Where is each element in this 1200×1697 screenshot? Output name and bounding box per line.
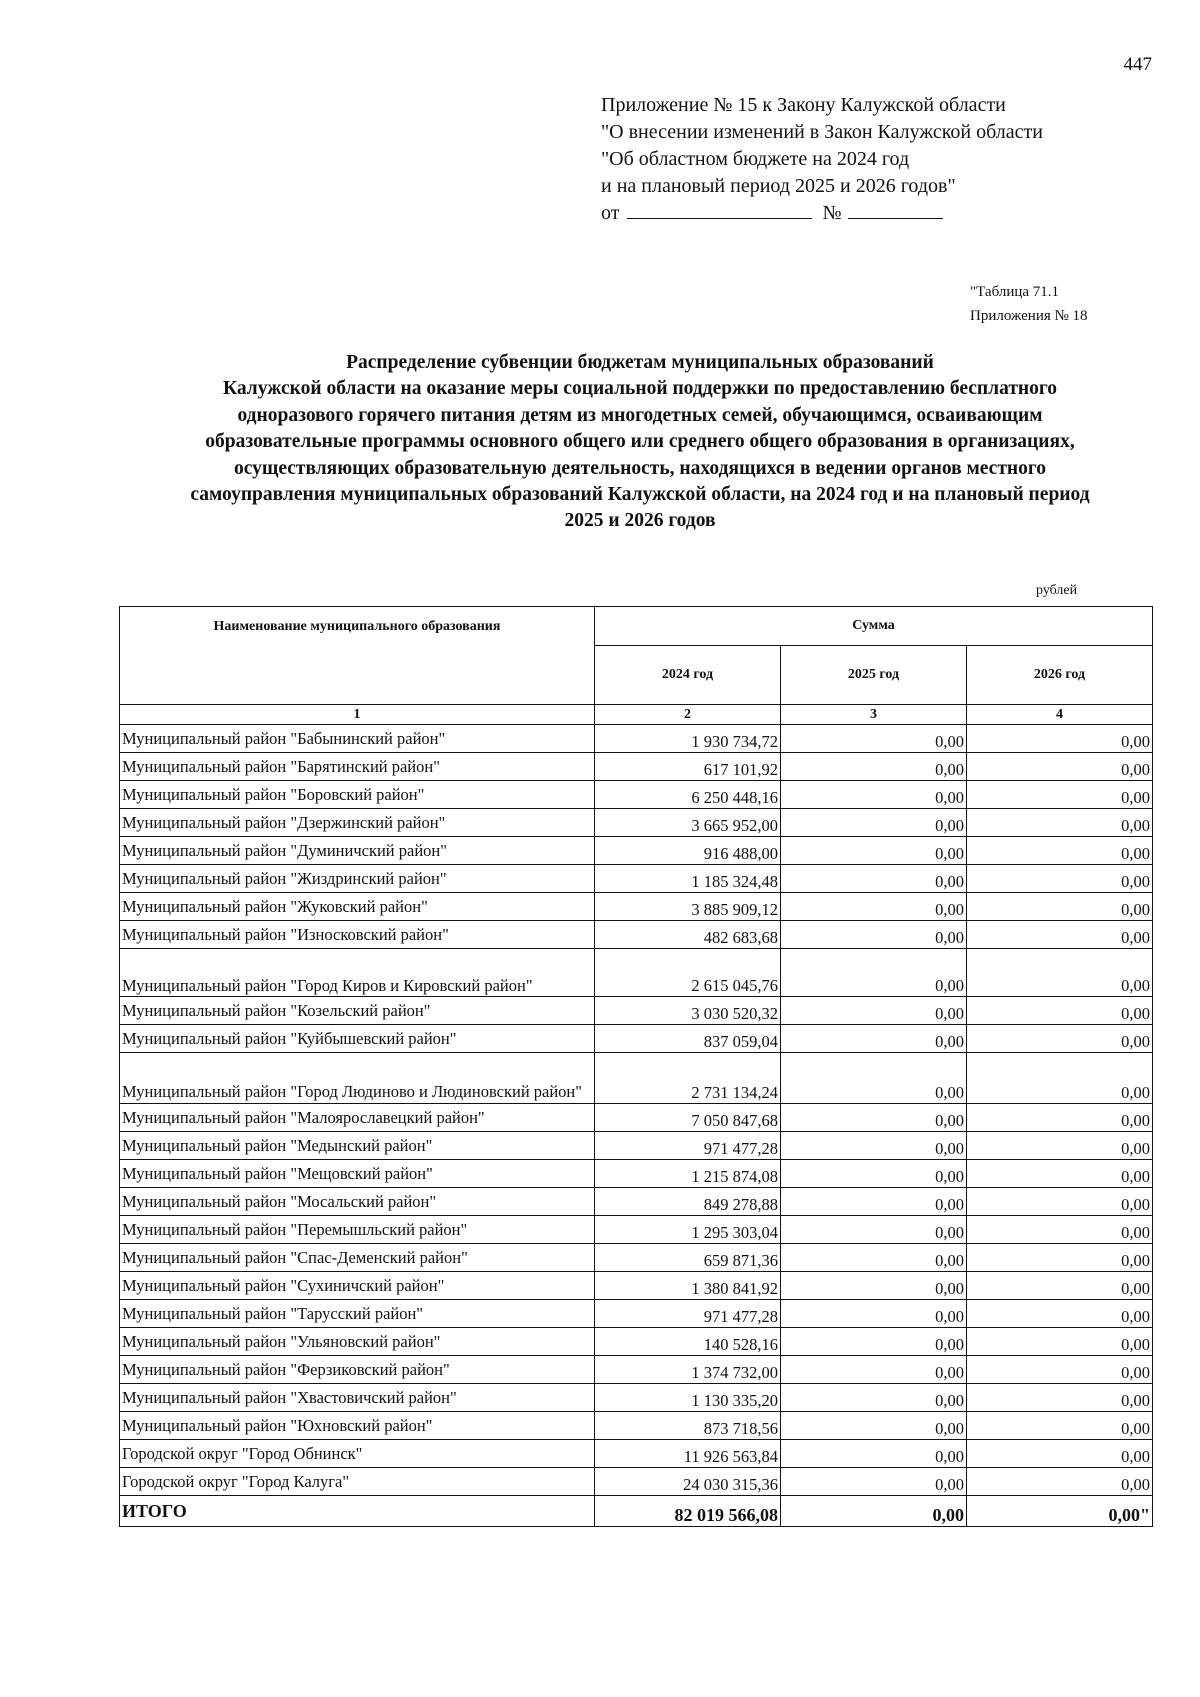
table-row <box>120 1328 1153 1356</box>
row-2024: 140 528,16 <box>595 1328 781 1356</box>
title-line-4: образовательные программы основного общего или среднего общего образования в организациях, <box>205 431 1075 453</box>
table-row <box>120 781 1153 809</box>
row-2026: 0,00 <box>967 781 1153 809</box>
row-name: Муниципальный район "Город Людиново и Людиновский район" <box>120 1053 595 1104</box>
row-2026: 0,00 <box>967 809 1153 837</box>
document-title <box>120 350 1160 535</box>
row-2024: 24 030 315,36 <box>595 1468 781 1496</box>
table-row <box>120 1440 1153 1468</box>
row-2026: 0,00 <box>967 1412 1153 1440</box>
row-name: Муниципальный район "Дзержинский район" <box>120 809 595 837</box>
row-2024: 659 871,36 <box>595 1244 781 1272</box>
row-name: Муниципальный район "Износковский район" <box>120 921 595 949</box>
row-2025: 0,00 <box>781 1132 967 1160</box>
row-2024: 617 101,92 <box>595 753 781 781</box>
header-2024: 2024 год <box>595 646 781 705</box>
row-name: Муниципальный район "Сухиничский район" <box>120 1272 595 1300</box>
row-name: Муниципальный район "Жуковский район" <box>120 893 595 921</box>
table-row <box>120 725 1153 753</box>
title-line-5: осуществляющих образовательную деятельность, находящихся в ведении органов местного <box>233 457 1047 479</box>
row-2025: 0,00 <box>781 921 967 949</box>
appendix-date-number-line <box>601 200 1043 227</box>
row-2024: 1 380 841,92 <box>595 1272 781 1300</box>
row-2026: 0,00 <box>967 1025 1153 1053</box>
row-2025: 0,00 <box>781 1053 967 1104</box>
row-name: Муниципальный район "Бабынинский район" <box>120 725 595 753</box>
row-name: Муниципальный район "Город Киров и Кировский район" <box>120 949 595 997</box>
row-2026: 0,00 <box>967 1188 1153 1216</box>
row-name: Муниципальный район "Малоярославецкий район" <box>120 1104 595 1132</box>
row-name: Муниципальный район "Ульяновский район" <box>120 1328 595 1356</box>
row-2025: 0,00 <box>781 1384 967 1412</box>
row-name: Муниципальный район "Ферзиковский район" <box>120 1356 595 1384</box>
appendix-line-4: и на плановый период 2025 и 2026 годов" <box>601 175 956 197</box>
header-2026: 2026 год <box>967 646 1153 705</box>
total-row <box>120 1496 1153 1527</box>
header-name: Наименование муниципального образования <box>120 607 595 705</box>
number-blank <box>848 200 943 219</box>
header-2025: 2025 год <box>781 646 967 705</box>
row-2025: 0,00 <box>781 1412 967 1440</box>
table-row <box>120 1132 1153 1160</box>
row-2025: 0,00 <box>781 1104 967 1132</box>
row-2026: 0,00 <box>967 1053 1153 1104</box>
row-2026: 0,00 <box>967 753 1153 781</box>
row-2025: 0,00 <box>781 837 967 865</box>
table-row <box>120 1468 1153 1496</box>
table-ref-line-1: "Таблица 71.1 <box>970 284 1060 300</box>
row-2024: 1 185 324,48 <box>595 865 781 893</box>
row-name: Муниципальный район "Медынский район" <box>120 1132 595 1160</box>
row-name: Муниципальный район "Боровский район" <box>120 781 595 809</box>
row-2026: 0,00 <box>967 1440 1153 1468</box>
row-2024: 6 250 448,16 <box>595 781 781 809</box>
page-number: 447 <box>1123 54 1152 75</box>
row-2025: 0,00 <box>781 1188 967 1216</box>
appendix-line-3: "Об областном бюджете на 2024 год <box>601 148 910 170</box>
row-2026: 0,00 <box>967 1300 1153 1328</box>
row-2024: 1 930 734,72 <box>595 725 781 753</box>
row-2024: 7 050 847,68 <box>595 1104 781 1132</box>
from-label: от <box>601 202 620 224</box>
row-name: Городской округ "Город Калуга" <box>120 1468 595 1496</box>
header-sum: Сумма <box>595 607 1153 646</box>
row-2024: 11 926 563,84 <box>595 1440 781 1468</box>
row-2025: 0,00 <box>781 725 967 753</box>
title-line-3: одноразового горячего питания детям из многодетных семей, обучающимся, осваивающим <box>237 404 1043 426</box>
row-2024: 1 295 303,04 <box>595 1216 781 1244</box>
row-2026: 0,00 <box>967 1384 1153 1412</box>
row-2024: 3 665 952,00 <box>595 809 781 837</box>
row-name: Муниципальный район "Куйбышевский район" <box>120 1025 595 1053</box>
row-name: Муниципальный район "Думиничский район" <box>120 837 595 865</box>
appendix-reference <box>601 92 1043 227</box>
row-2025: 0,00 <box>781 949 967 997</box>
row-name: Муниципальный район "Мещовский район" <box>120 1160 595 1188</box>
row-2026: 0,00 <box>967 1132 1153 1160</box>
row-2026: 0,00 <box>967 1272 1153 1300</box>
table-row <box>120 1244 1153 1272</box>
table-row <box>120 1300 1153 1328</box>
table-row <box>120 1216 1153 1244</box>
table-row <box>120 1104 1153 1132</box>
row-2025: 0,00 <box>781 1328 967 1356</box>
column-number-2: 2 <box>595 705 781 725</box>
total-2026: 0,00" <box>967 1496 1153 1527</box>
table-row <box>120 1053 1153 1104</box>
row-2024: 2 615 045,76 <box>595 949 781 997</box>
column-number-4: 4 <box>967 705 1153 725</box>
row-2025: 0,00 <box>781 893 967 921</box>
row-2026: 0,00 <box>967 997 1153 1025</box>
row-2024: 837 059,04 <box>595 1025 781 1053</box>
appendix-line-1: Приложение № 15 к Закону Калужской области <box>601 94 1006 116</box>
row-2026: 0,00 <box>967 1160 1153 1188</box>
row-2025: 0,00 <box>781 1468 967 1496</box>
row-2025: 0,00 <box>781 865 967 893</box>
subvention-table <box>119 606 1153 1527</box>
table-row <box>120 865 1153 893</box>
table-row <box>120 809 1153 837</box>
table-row <box>120 1160 1153 1188</box>
row-2024: 3 030 520,32 <box>595 997 781 1025</box>
row-2025: 0,00 <box>781 781 967 809</box>
table-row <box>120 949 1153 997</box>
table-row <box>120 753 1153 781</box>
row-name: Муниципальный район "Козельский район" <box>120 997 595 1025</box>
row-name: Муниципальный район "Барятинский район" <box>120 753 595 781</box>
table-row <box>120 1025 1153 1053</box>
table-ref-line-2: Приложения № 18 <box>970 308 1088 324</box>
title-line-7: 2025 и 2026 годов <box>564 510 716 532</box>
row-name: Городской округ "Город Обнинск" <box>120 1440 595 1468</box>
title-line-2: Калужской области на оказание меры социальной поддержки по предоставлению бесплатного <box>222 378 1058 400</box>
total-2025: 0,00 <box>781 1496 967 1527</box>
column-number-3: 3 <box>781 705 967 725</box>
row-name: Муниципальный район "Перемышльский район" <box>120 1216 595 1244</box>
row-2026: 0,00 <box>967 1244 1153 1272</box>
table-row <box>120 837 1153 865</box>
row-2024: 849 278,88 <box>595 1188 781 1216</box>
row-2024: 482 683,68 <box>595 921 781 949</box>
title-line-6: самоуправления муниципальных образований Калужской области, на 2024 год и на плановый период <box>190 484 1090 506</box>
row-2026: 0,00 <box>967 837 1153 865</box>
row-2025: 0,00 <box>781 1440 967 1468</box>
total-2024: 82 019 566,08 <box>595 1496 781 1527</box>
appendix-line-2: "О внесении изменений в Закон Калужской области <box>601 121 1043 143</box>
row-2025: 0,00 <box>781 1160 967 1188</box>
row-2025: 0,00 <box>781 1272 967 1300</box>
table-row <box>120 997 1153 1025</box>
row-2026: 0,00 <box>967 1104 1153 1132</box>
row-2026: 0,00 <box>967 1328 1153 1356</box>
row-2026: 0,00 <box>967 725 1153 753</box>
table-row <box>120 1356 1153 1384</box>
row-2025: 0,00 <box>781 1025 967 1053</box>
row-2025: 0,00 <box>781 1244 967 1272</box>
row-2026: 0,00 <box>967 1356 1153 1384</box>
column-number-1: 1 <box>120 705 595 725</box>
row-2025: 0,00 <box>781 1216 967 1244</box>
row-2026: 0,00 <box>967 893 1153 921</box>
table-row <box>120 1188 1153 1216</box>
row-2024: 971 477,28 <box>595 1300 781 1328</box>
number-label: № <box>822 202 842 224</box>
table-row <box>120 921 1153 949</box>
row-2024: 3 885 909,12 <box>595 893 781 921</box>
row-2026: 0,00 <box>967 1216 1153 1244</box>
title-line-1: Распределение субвенции бюджетам муниципальных образований <box>346 352 934 373</box>
row-2026: 0,00 <box>967 865 1153 893</box>
table-row <box>120 893 1153 921</box>
table-row <box>120 1384 1153 1412</box>
row-2025: 0,00 <box>781 753 967 781</box>
row-name: Муниципальный район "Тарусский район" <box>120 1300 595 1328</box>
row-2024: 873 718,56 <box>595 1412 781 1440</box>
row-2026: 0,00 <box>967 949 1153 997</box>
row-2024: 1 374 732,00 <box>595 1356 781 1384</box>
row-2025: 0,00 <box>781 1356 967 1384</box>
row-2024: 1 215 874,08 <box>595 1160 781 1188</box>
table-reference <box>970 280 1088 328</box>
table-row <box>120 1272 1153 1300</box>
row-name: Муниципальный район "Спас-Деменский район" <box>120 1244 595 1272</box>
row-name: Муниципальный район "Мосальский район" <box>120 1188 595 1216</box>
row-2026: 0,00 <box>967 921 1153 949</box>
row-2025: 0,00 <box>781 1300 967 1328</box>
row-name: Муниципальный район "Хвастовичский район" <box>120 1384 595 1412</box>
row-name: Муниципальный район "Жиздринский район" <box>120 865 595 893</box>
row-2025: 0,00 <box>781 997 967 1025</box>
row-name: Муниципальный район "Юхновский район" <box>120 1412 595 1440</box>
table-row <box>120 1412 1153 1440</box>
row-2024: 2 731 134,24 <box>595 1053 781 1104</box>
row-2024: 971 477,28 <box>595 1132 781 1160</box>
total-label: ИТОГО <box>120 1496 595 1527</box>
row-2024: 916 488,00 <box>595 837 781 865</box>
row-2025: 0,00 <box>781 809 967 837</box>
date-blank <box>627 200 812 219</box>
units-label: рублей <box>1036 583 1078 598</box>
row-2026: 0,00 <box>967 1468 1153 1496</box>
row-2024: 1 130 335,20 <box>595 1384 781 1412</box>
